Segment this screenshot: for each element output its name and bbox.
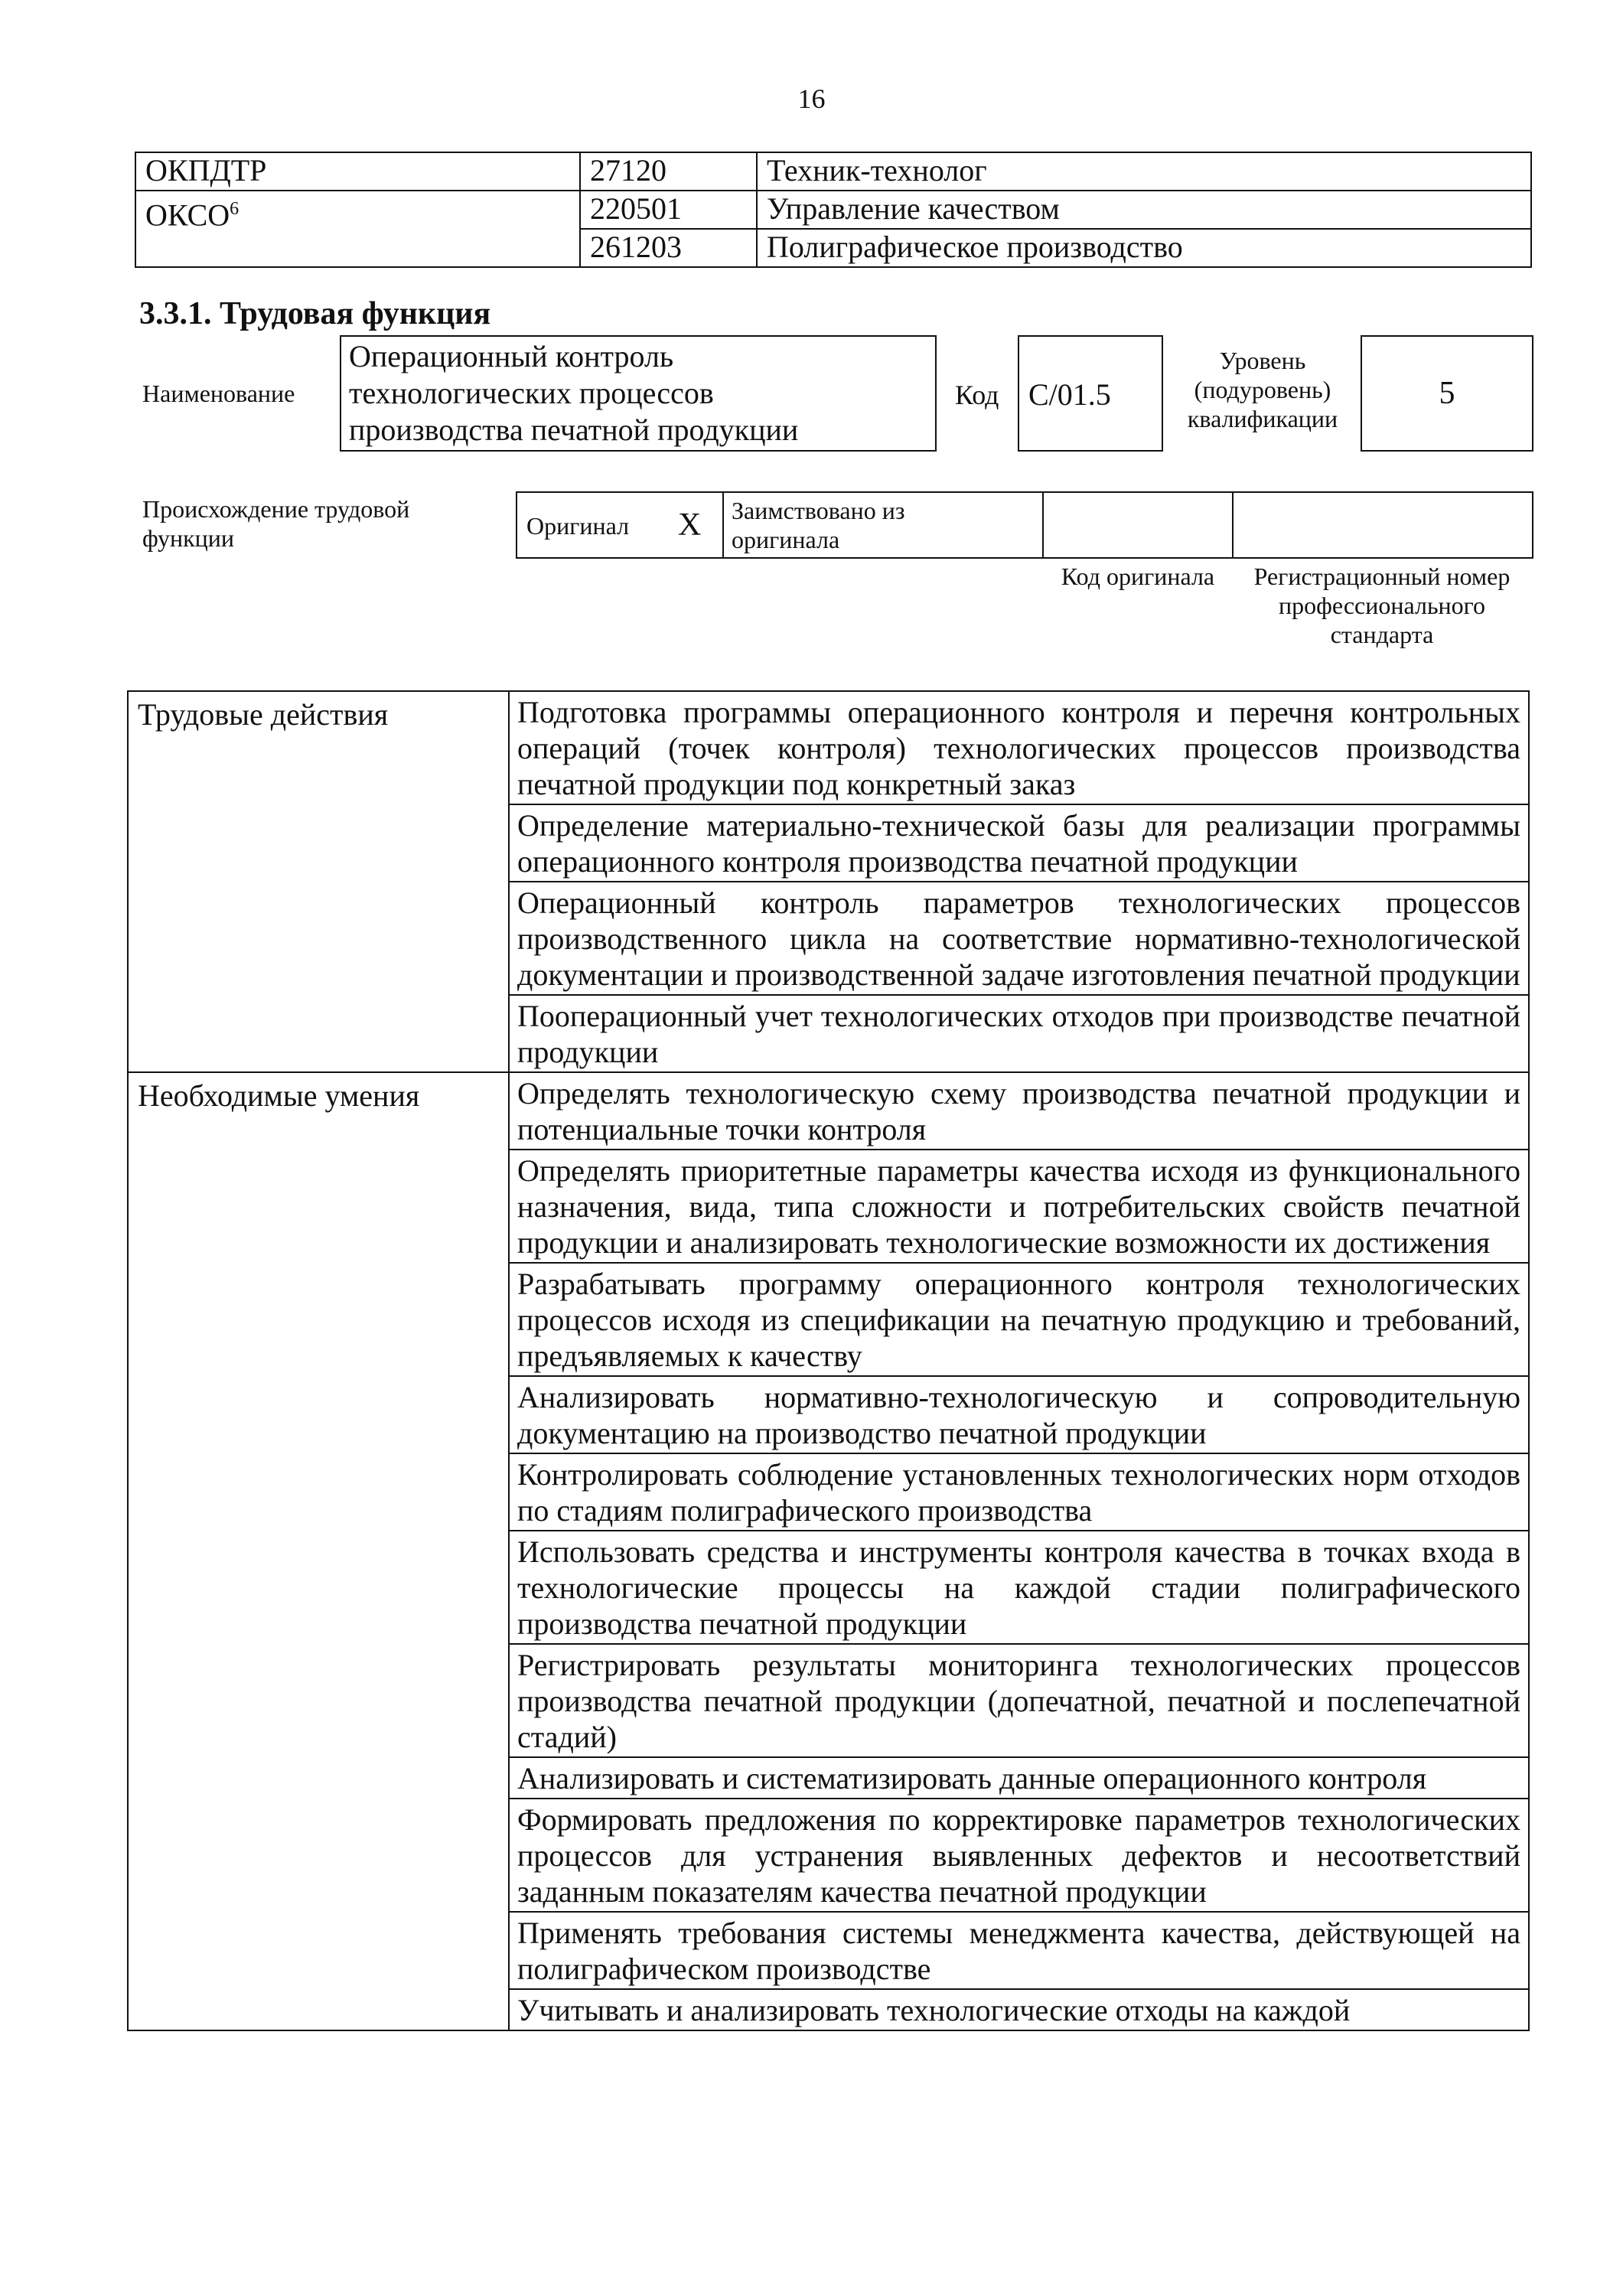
- original-code-caption: Код оригинала: [1061, 563, 1215, 590]
- table-cell: Определять технологическую схему производства печатной продукции и потенциальные точки контроля: [509, 1072, 1529, 1150]
- table-cell: Анализировать нормативно-технологическую и сопроводительную документацию на производство печатной продукции: [509, 1376, 1529, 1453]
- origin-label-line: функции: [142, 524, 234, 552]
- codes-name: Управление качеством: [767, 191, 1060, 226]
- code-label: Код: [955, 380, 999, 410]
- codes-code-cell: [580, 229, 757, 267]
- footnote-marker: 6: [230, 199, 240, 219]
- table-cell: Подготовка программы операционного контроля и перечня контрольных операций (точек контроля) технологических процессов производства печатной продукции под конкретный заказ: [509, 691, 1529, 804]
- reg-number-caption-line: стандарта: [1330, 621, 1434, 648]
- codes-code: 27120: [590, 153, 666, 188]
- codes-code-cell: [580, 152, 757, 191]
- table-cell: Регистрировать результаты мониторинга технологических процессов производства печатной продукции (допечатной, печатной и послепечатной стадий): [509, 1644, 1529, 1757]
- original-cell: [516, 491, 724, 559]
- name-label: Наименование: [142, 380, 295, 407]
- table-cell: Применять требования системы менеджмента качества, действующей на полиграфическом производстве: [509, 1912, 1529, 1989]
- codes-label-cell: [135, 191, 580, 267]
- table-row: [128, 1072, 1529, 1150]
- table-cell: Определять приоритетные параметры качества исходя из функционального назначения, вида, типа сложности и потребительских свойств печатной продукции и анализировать технологические возможности их достижения: [509, 1150, 1529, 1263]
- table-cell: Определение материально-технической базы для реализации программы операционного контроля производства печатной продукции: [509, 804, 1529, 882]
- original-code-cell: [1042, 491, 1234, 559]
- section-heading: 3.3.1. Трудовая функция: [139, 296, 491, 331]
- codes-row: [135, 191, 1531, 229]
- table-row: [128, 691, 1529, 804]
- codes-name: Техник-технолог: [767, 153, 987, 188]
- level-label-line: квалификации: [1187, 405, 1338, 432]
- codes-label: ОКПДТР: [145, 153, 267, 188]
- codes-name-cell: [757, 191, 1531, 229]
- borrowed-cell: [722, 491, 1044, 559]
- table-cell: Формировать предложения по корректировке параметров технологических процессов для устранения выявленных дефектов и несоответствий заданным показателям качества печатной продукции: [509, 1799, 1529, 1912]
- table-cell: Использовать средства и инструменты контроля качества в точках входа в технологические процессы на каждой стадии полиграфического производства печатной продукции: [509, 1531, 1529, 1644]
- classifier-codes-table: [135, 152, 1532, 268]
- category-label: Необходимые умения: [138, 1078, 420, 1113]
- codes-code: 220501: [590, 191, 682, 226]
- original-label: Оригинал: [526, 512, 630, 540]
- borrowed-label-line: Заимствовано из: [732, 497, 905, 524]
- table-cell: Разрабатывать программу операционного контроля технологических процессов исходя из спецификации на печатную продукцию и требований, предъявляемых к качеству: [509, 1263, 1529, 1376]
- reg-number-cell: [1232, 491, 1533, 559]
- table-cell: Операционный контроль параметров технологических процессов производственного цикла на соответствие нормативно-технологической документации и производственной задаче изготовления печатной продукции: [509, 882, 1529, 995]
- level-value-box: [1361, 335, 1533, 452]
- category-label: Трудовые действия: [138, 697, 389, 732]
- codes-code-cell: [580, 191, 757, 229]
- category-cell: [128, 1072, 509, 2030]
- table-cell: Анализировать и систематизировать данные операционного контроля: [509, 1757, 1529, 1799]
- reg-number-caption: [1227, 562, 1537, 649]
- function-name-box: [340, 335, 937, 452]
- codes-name: Полиграфическое производство: [767, 230, 1183, 264]
- codes-name-cell: [757, 152, 1531, 191]
- function-name-line: Операционный контроль: [349, 339, 674, 373]
- code-value-box: [1018, 335, 1163, 452]
- code-value: C/01.5: [1028, 377, 1111, 412]
- table-cell: Пооперационный учет технологических отходов при производстве печатной продукции: [509, 995, 1529, 1072]
- level-label-line: (подуровень): [1194, 376, 1331, 403]
- origin-label-line: Происхождение трудовой: [142, 495, 410, 523]
- function-content-table: [127, 690, 1530, 2031]
- page-number: 16: [797, 83, 826, 114]
- codes-code: 261203: [590, 230, 682, 264]
- origin-label: [142, 494, 409, 553]
- level-label: [1171, 346, 1354, 433]
- reg-number-caption-line: профессионального: [1278, 592, 1485, 619]
- codes-label-cell: [135, 152, 580, 191]
- level-label-line: Уровень: [1219, 347, 1306, 374]
- level-value: 5: [1439, 376, 1455, 411]
- codes-label: ОКСО: [145, 197, 230, 233]
- function-name-line: технологических процессов: [349, 376, 714, 410]
- table-cell: Контролировать соблюдение установленных технологических норм отходов по стадиям полиграфического производства: [509, 1453, 1529, 1531]
- function-name-line: производства печатной продукции: [349, 413, 799, 447]
- table-cell: Учитывать и анализировать технологические отходы на каждой: [509, 1989, 1529, 2030]
- reg-number-caption-line: Регистрационный номер: [1253, 563, 1511, 590]
- codes-row: [135, 152, 1531, 191]
- category-cell: [128, 691, 509, 1072]
- original-mark: X: [678, 507, 702, 543]
- borrowed-label-line: оригинала: [732, 526, 840, 553]
- codes-name-cell: [757, 229, 1531, 267]
